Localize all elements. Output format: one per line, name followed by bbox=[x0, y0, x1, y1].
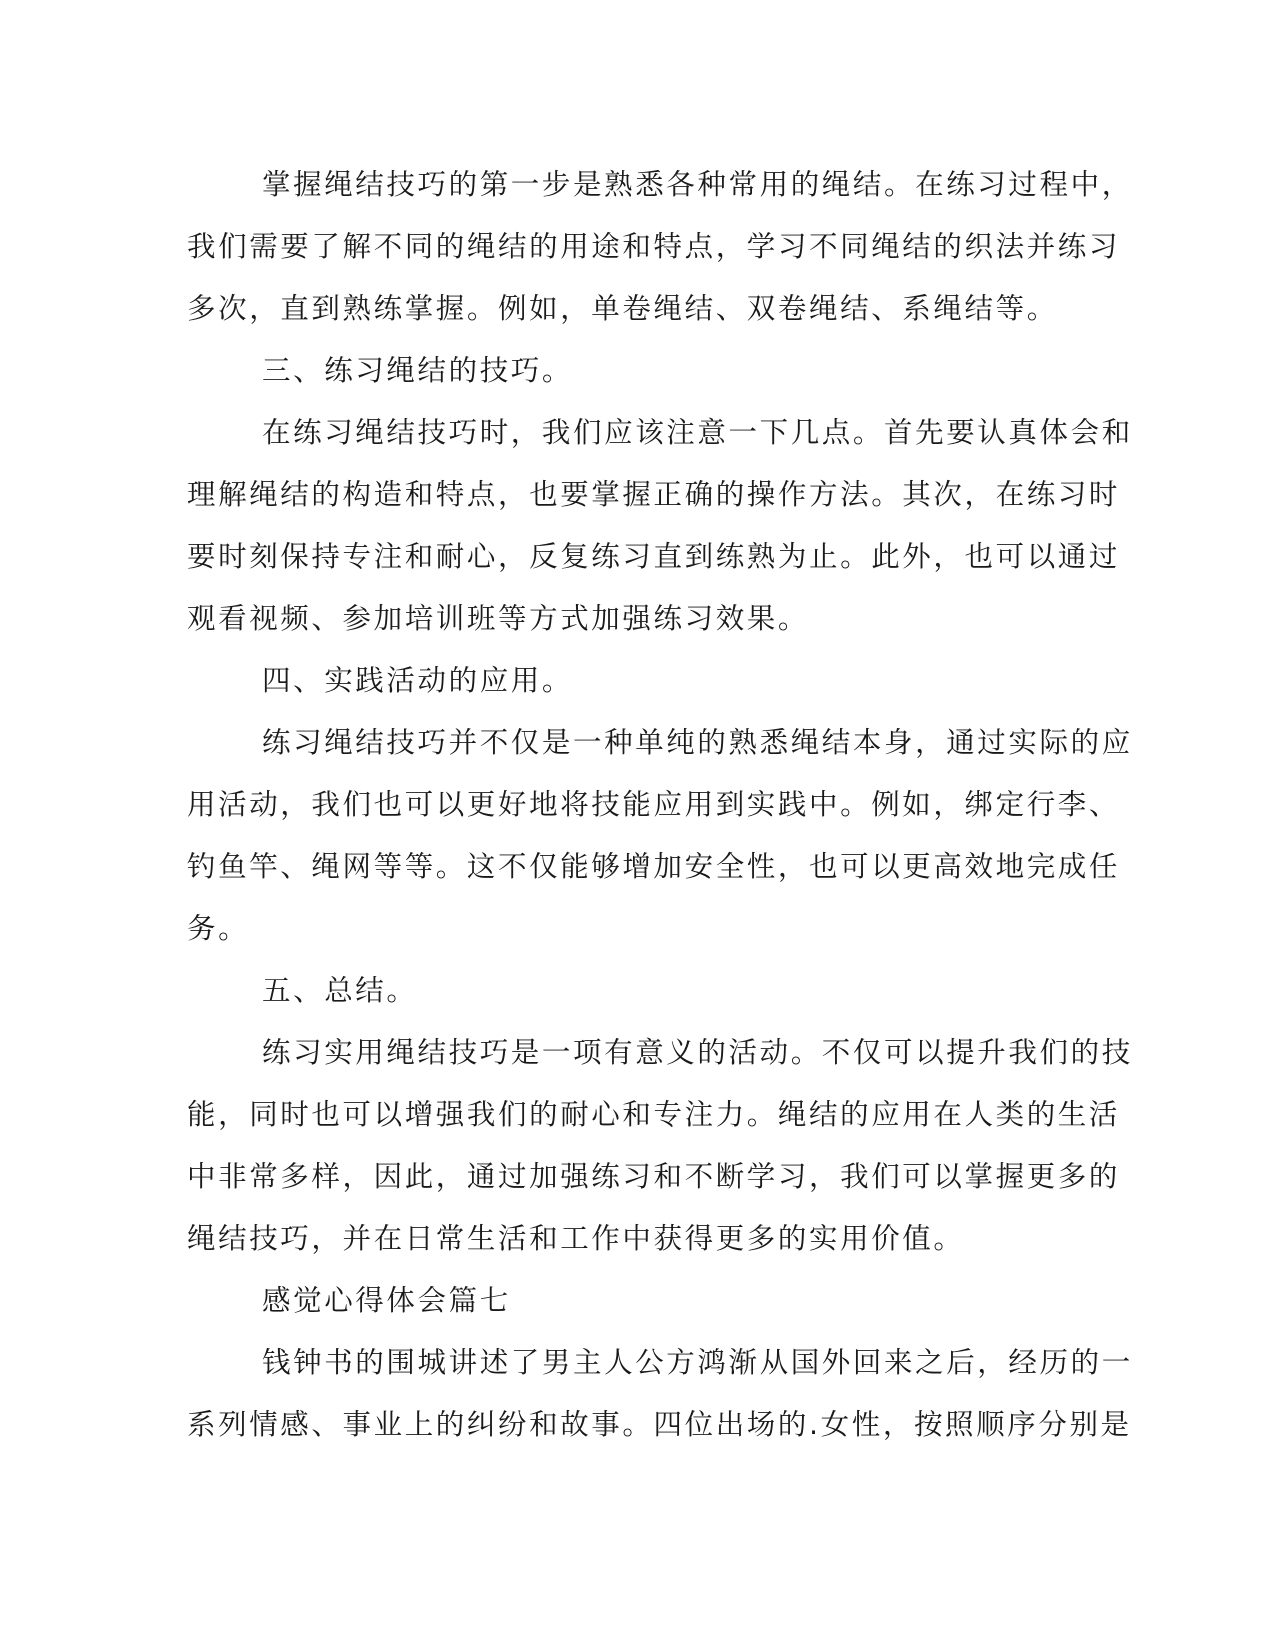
text-line: 钓鱼竿、绳网等等。这不仅能够增加安全性，也可以更高效地完成任 bbox=[187, 850, 1121, 883]
paragraph-application bbox=[187, 712, 1133, 960]
text-line: 钱钟书的围城讲述了男主人公方鸿渐从国外回来之后，经历的一 bbox=[262, 1346, 1133, 1379]
paragraph-fortress-besieged bbox=[187, 1332, 1133, 1456]
text-line: 掌握绳结技巧的第一步是熟悉各种常用的绳结。在练习过程中， bbox=[262, 168, 1133, 201]
section-heading-5 bbox=[187, 960, 1087, 1022]
text-line: 练习绳结技巧并不仅是一种单纯的熟悉绳结本身，通过实际的应 bbox=[262, 726, 1133, 759]
text-line: 用活动，我们也可以更好地将技能应用到实践中。例如，绑定行李、 bbox=[187, 788, 1121, 821]
text-line: 中非常多样，因此，通过加强练习和不断学习，我们可以掌握更多的 bbox=[187, 1160, 1121, 1193]
section-heading-4 bbox=[187, 650, 1087, 712]
text-line: 系列情感、事业上的纠纷和故事。四位出场的.女性，按照顺序分别是 bbox=[187, 1408, 1132, 1441]
text-line: 理解绳结的构造和特点，也要掌握正确的操作方法。其次，在练习时 bbox=[187, 478, 1121, 511]
paragraph-summary bbox=[187, 1022, 1133, 1270]
document-body bbox=[187, 154, 1133, 1456]
text-line: 我们需要了解不同的绳结的用途和特点，学习不同绳结的织法并练习 bbox=[187, 230, 1121, 263]
text-line: 观看视频、参加培训班等方式加强练习效果。 bbox=[187, 602, 810, 635]
paragraph-knot-basics bbox=[187, 154, 1133, 340]
heading-text: 四、实践活动的应用。 bbox=[262, 664, 574, 697]
heading-text: 三、练习绳结的技巧。 bbox=[262, 354, 574, 387]
text-line: 要时刻保持专注和耐心，反复练习直到练熟为止。此外，也可以通过 bbox=[187, 540, 1121, 573]
title-text: 感觉心得体会篇七 bbox=[262, 1284, 511, 1317]
article-title bbox=[187, 1270, 1087, 1332]
text-line: 练习实用绳结技巧是一项有意义的活动。不仅可以提升我们的技 bbox=[262, 1036, 1133, 1069]
text-line: 绳结技巧，并在日常生活和工作中获得更多的实用价值。 bbox=[187, 1222, 965, 1255]
section-heading-3 bbox=[187, 340, 1087, 402]
text-line: 多次，直到熟练掌握。例如，单卷绳结、双卷绳结、系绳结等。 bbox=[187, 292, 1058, 325]
heading-text: 五、总结。 bbox=[262, 974, 418, 1007]
text-line: 务。 bbox=[187, 912, 250, 945]
text-line: 在练习绳结技巧时，我们应该注意一下几点。首先要认真体会和 bbox=[262, 416, 1133, 449]
text-line: 能，同时也可以增强我们的耐心和专注力。绳结的应用在人类的生活 bbox=[187, 1098, 1121, 1131]
paragraph-practice-tips bbox=[187, 402, 1133, 650]
